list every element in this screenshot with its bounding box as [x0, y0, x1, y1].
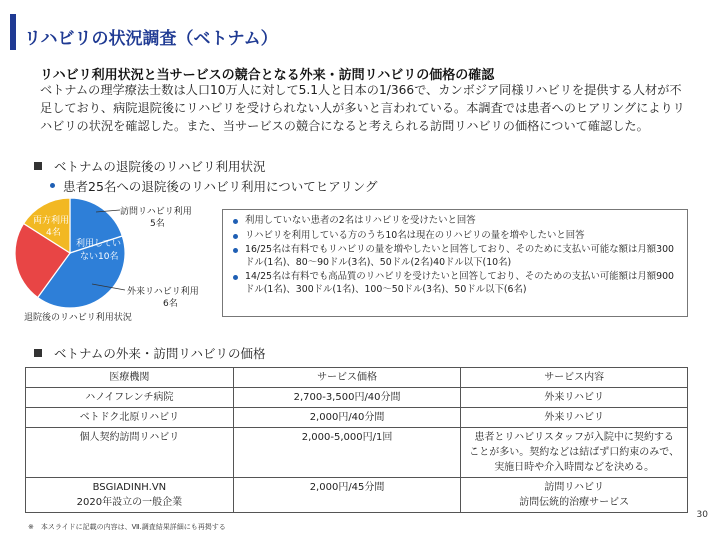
pie-label-outpatient: 外来リハビリ利用: [127, 287, 199, 297]
section2-heading: [34, 344, 266, 362]
pie-label-none-1: 利用してい: [76, 239, 122, 249]
survey-findings-box: [222, 209, 688, 317]
cell-price: 2,000-5,000円/1回: [233, 428, 461, 478]
finding-item: 16/25名は有料でもリハビリの量を増やしたいと回答しており、そのために支払い可能な額は月額300ドル(1名)、80～90ドル(3名)、50ドル(2名)40ドル以下(10名): [233, 244, 679, 269]
pie-label-both-2: 4名: [46, 228, 61, 238]
section1-heading: [34, 157, 266, 175]
cell-service: [461, 478, 688, 513]
cell-institution-line: BSGIADINH.VN: [92, 482, 167, 493]
cell-price: 2,700-3,500円/40分間: [233, 388, 461, 408]
cell-institution: ベトドク北原リハビリ: [26, 408, 234, 428]
cell-service-line: ことが多い。契約などは結ばず口約束のみで、: [469, 447, 680, 458]
cell-service-line: 訪問伝統的治療サービス: [519, 497, 630, 508]
pie-label-visit-count: 5名: [150, 219, 165, 229]
bullet-dot-icon: [50, 183, 55, 188]
pie-chart: [0, 190, 230, 330]
page-number: 30: [696, 510, 708, 520]
price-table: [25, 367, 688, 513]
square-bullet-icon: [34, 162, 42, 170]
finding-item: 利用していない患者の2名はリハビリを受けたいと回答: [233, 215, 679, 228]
table-row: [26, 408, 688, 428]
table-row: [26, 478, 688, 513]
finding-item: 14/25名は有料でも高品質のリハビリを受けたいと回答しており、そのための支払い可能額は月額900ドル(1名)、300ドル(1名)、100～50ドル(3名)、50ドル以下(6名): [233, 271, 679, 296]
section2-heading-text: ベトナムの外来・訪問リハビリの価格: [54, 346, 266, 361]
section1-bullet-text: 患者25名への退院後のリハビリ利用についてヒアリング: [63, 179, 378, 194]
title-accent-bar: [10, 14, 16, 50]
intro-paragraph: ベトナムの理学療法士数は人口10万人に対して5.1人と日本の1/366で、カンボジア同様リハビリを提供する人材が不足しており、病院退院後にリハビリを受けられない人が多いと言われている。本調査では患者へのヒアリングによりリハビリの状況を確認した。また、当サービスの競合になると考えられる訪問リハビリの価格について確認した。: [40, 83, 685, 133]
cell-price: 2,000円/45分間: [233, 478, 461, 513]
cell-service-line: 実施日時や介入時間などを決める。: [494, 462, 655, 473]
cell-institution-line: 2020年設立の一般企業: [76, 497, 183, 508]
header-service: サービス内容: [461, 368, 688, 388]
table-row: [26, 388, 688, 408]
footnote: ※ 本スライドに記載の内容は、Ⅶ.調査結果詳細にも再掲する: [28, 523, 226, 531]
cell-price: 2,000円/40分間: [233, 408, 461, 428]
pie-label-outpatient-count: 6名: [163, 299, 178, 309]
table-row: [26, 428, 688, 478]
finding-item: リハビリを利用している方のうち10名は現在のリハビリの量を増やしたいと回答: [233, 230, 679, 243]
table-header-row: [26, 368, 688, 388]
pie-label-both-1: 両方利用: [33, 216, 70, 226]
pie-label-visit: 訪問リハビリ利用: [120, 207, 192, 217]
page-title: リハビリの状況調査（ベトナム）: [24, 29, 278, 49]
page-subtitle: リハビリ利用状況と当サービスの競合となる外来・訪問リハビリの価格の確認: [40, 68, 495, 83]
section1-heading-text: ベトナムの退院後のリハビリ利用状況: [54, 159, 266, 174]
cell-service: [461, 428, 688, 478]
cell-institution: ハノイフレンチ病院: [26, 388, 234, 408]
cell-service-line: 訪問リハビリ: [544, 482, 605, 493]
cell-institution: [26, 478, 234, 513]
square-bullet-icon: [34, 349, 42, 357]
pie-chart-title: 退院後のリハビリ利用状況: [24, 313, 132, 323]
header-price: サービス価格: [233, 368, 461, 388]
pie-label-none-2: ない10名: [80, 252, 119, 262]
cell-service: 外来リハビリ: [461, 408, 688, 428]
cell-service-line: 患者とリハビリスタッフが入院中に契約する: [474, 432, 674, 443]
cell-service: 外来リハビリ: [461, 388, 688, 408]
cell-institution: 個人契約訪問リハビリ: [26, 428, 234, 478]
header-institution: 医療機関: [26, 368, 234, 388]
